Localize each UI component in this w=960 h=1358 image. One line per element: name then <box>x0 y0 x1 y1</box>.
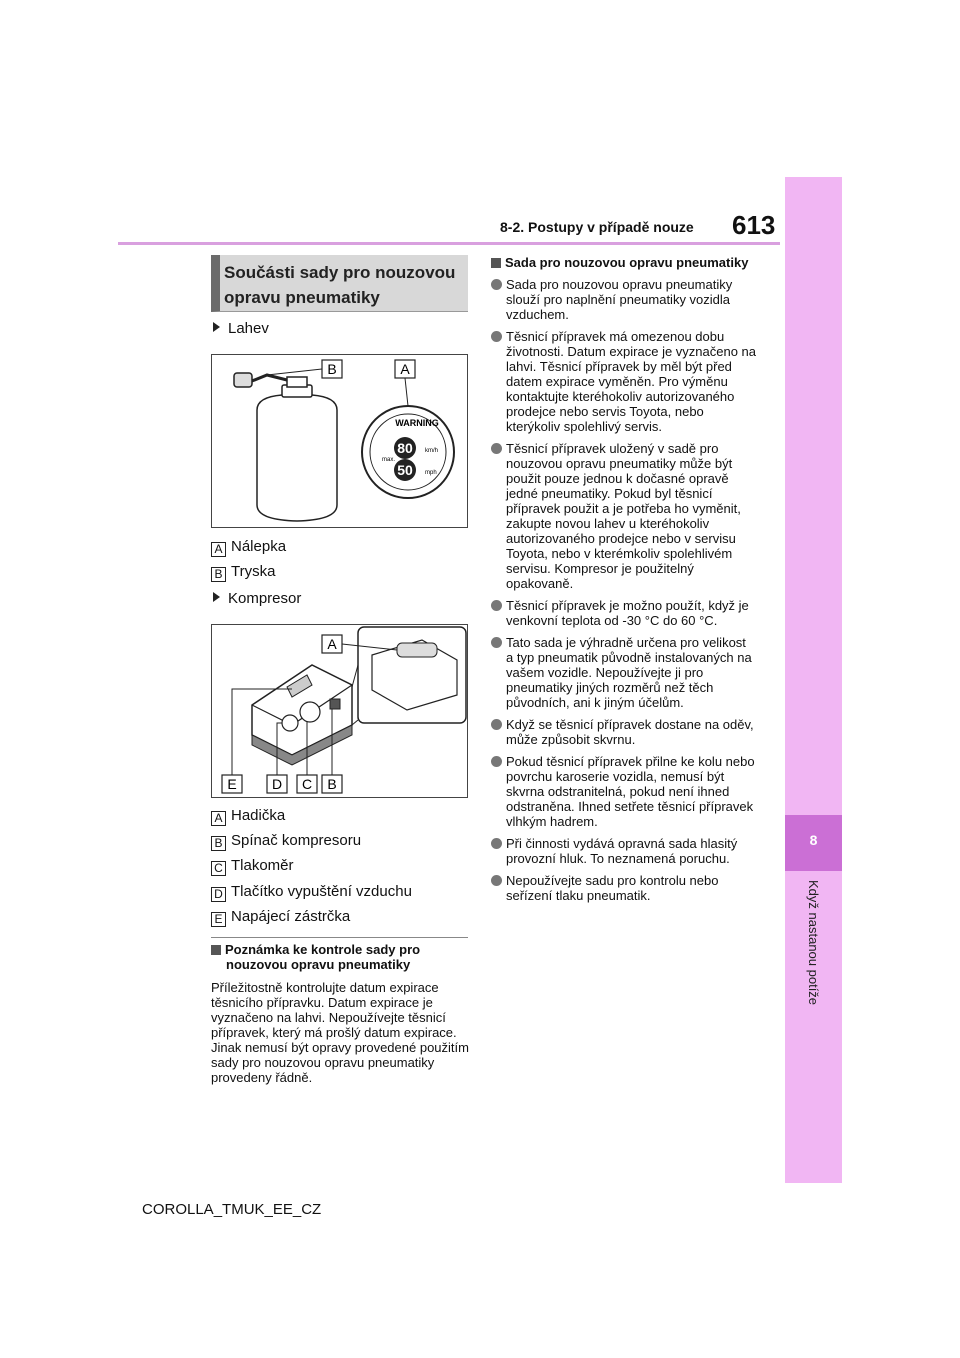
legend-text: Nálepka <box>231 538 287 555</box>
legend-letter: A <box>211 542 226 557</box>
section-header: 8-2. Postupy v případě nouze <box>500 219 694 235</box>
bullet-text: Při činnosti vydává opravná sada hlasitý provozní hluk. To neznamená poruchu. <box>506 836 738 866</box>
legend-letter: E <box>211 912 226 927</box>
compressor-illustration <box>212 625 468 798</box>
bullet-dot-icon <box>491 875 502 886</box>
note-title <box>211 942 476 972</box>
bullet-item <box>491 754 756 829</box>
bullet-text: Nepoužívejte sadu pro kontrolu nebo seřízení tlaku pneumatik. <box>506 873 719 903</box>
bullet-dot-icon <box>491 637 502 648</box>
section-title-line-2: opravu pneumatiky <box>224 288 380 307</box>
sticker-speed-1: 80 <box>397 440 413 456</box>
sticker-max: max. <box>382 457 396 463</box>
section-title-box <box>211 255 468 312</box>
bullet-text: Těsnicí přípravek má omezenou dobu životnosti. Datum expirace je vyznačeno na lahvi. Těsnicí přípravek by měl být před datem expirace vyměněn. Pro výměnu kontaktujte kteréhokoliv autorizovaného prodejce nebo servis Toyota, nebo kterýkoliv spolehlivý servis. <box>506 329 757 434</box>
legend-text: Spínač kompresoru <box>231 832 362 849</box>
arrow-right-icon <box>213 322 220 332</box>
compressor-heading <box>213 590 301 607</box>
bullet-item <box>491 717 756 747</box>
legend-text: Tlakoměr <box>231 857 294 874</box>
bullet-text: Když se těsnicí přípravek dostane na oděv, může způsobit skvrnu. <box>506 717 754 747</box>
legend-letter: D <box>211 887 226 902</box>
right-column-title <box>491 255 756 270</box>
compressor-figure <box>211 624 468 798</box>
bottle-illustration <box>212 355 468 528</box>
compressor-label-d: D <box>271 776 283 792</box>
bullet-dot-icon <box>491 600 502 611</box>
compressor-legend-item <box>211 883 412 902</box>
compressor-label-b: B <box>327 776 337 792</box>
compressor-label-e: E <box>227 776 237 792</box>
bullet-dot-icon <box>491 443 502 454</box>
square-bullet-icon <box>491 258 501 268</box>
legend-letter: B <box>211 836 226 851</box>
section-title-line-1: Součásti sady pro nouzovou <box>224 263 456 282</box>
bullet-item <box>491 277 756 322</box>
arrow-right-icon <box>213 592 220 602</box>
page-number: 613 <box>732 210 776 240</box>
footer-doc-code: COROLLA_TMUK_EE_CZ <box>142 1201 322 1218</box>
sticker-unit-1: km/h <box>425 448 439 454</box>
legend-text: Tryska <box>231 563 276 580</box>
header-rule <box>118 242 780 245</box>
compressor-legend-item <box>211 832 361 851</box>
bottle-figure <box>211 354 468 528</box>
note-divider <box>211 937 468 938</box>
compressor-legend-item <box>211 908 350 927</box>
square-bullet-icon <box>211 945 221 955</box>
bottle-legend-item <box>211 538 286 557</box>
bottle-heading-text: Lahev <box>228 320 269 337</box>
bullet-dot-icon <box>491 838 502 849</box>
bullet-text: Tato sada je výhradně určena pro velikost a typ pneumatik původně instalovaných na vašem vozidle. Nepoužívejte ji pro pneumatiky jiných rozměrů než těch původních, ani k jiným účelům. <box>506 635 752 710</box>
legend-text: Tlačítko vypuštění vzduchu <box>231 883 412 900</box>
bottle-label-a: A <box>400 361 410 377</box>
bullet-item <box>491 836 756 866</box>
right-column-title-text: Sada pro nouzovou opravu pneumatiky <box>505 255 749 270</box>
bullet-text: Těsnicí přípravek uložený v sadě pro nouzovou opravu pneumatiky může být použit pouze jednou k dočasné opravě jedné pneumatiky. Pokud byl těsnicí přípravek použit a je potřeba ho vyměnit, zakupte novou lahev u kteréhokoliv autorizovaného prodejce nebo v servisu Toyota, nebo v kterémkoliv spolehlivém servisu. Kompresor je použitelný opakovaně. <box>506 441 741 591</box>
note-block <box>211 942 476 1085</box>
bullet-item <box>491 873 756 903</box>
compressor-label-c: C <box>301 776 313 792</box>
bullet-dot-icon <box>491 279 502 290</box>
compressor-label-a: A <box>327 636 337 652</box>
bullet-dot-icon <box>491 331 502 342</box>
compressor-legend-item <box>211 807 285 826</box>
compressor-legend-item <box>211 857 294 876</box>
legend-letter: C <box>211 861 226 876</box>
bullet-item <box>491 598 756 628</box>
legend-letter: B <box>211 567 226 582</box>
sticker-speed-2: 50 <box>397 462 413 478</box>
note-title-text: Poznámka ke kontrole sady pro nouzovou opravu pneumatiky <box>225 942 421 972</box>
bottle-label-b: B <box>327 361 337 377</box>
sticker-unit-2: mph <box>425 470 437 476</box>
chapter-label: Když nastanou potíže <box>806 880 821 1006</box>
sticker-warning-text: WARNING <box>395 418 439 428</box>
compressor-heading-text: Kompresor <box>228 590 302 607</box>
bullet-item <box>491 329 756 434</box>
note-body: Příležitostně kontrolujte datum expirace těsnicího přípravku. Datum expirace je vyznačeno na lahvi. Nepoužívejte těsnicí přípravek, který má prošlý datum expirace. Jinak nemusí být opravy provedené použitím sady pro nouzovou opravu pneumatiky provedeny řádně. <box>211 980 469 1085</box>
bullet-text: Těsnicí přípravek je možno použít, když je venkovní teplota od -30 °C do 60 °C. <box>506 598 749 628</box>
bottle-legend-item <box>211 563 275 582</box>
bullet-item <box>491 635 756 710</box>
bottle-heading <box>213 320 269 337</box>
right-column <box>491 255 756 910</box>
bullet-text: Pokud těsnicí přípravek přilne ke kolu nebo povrchu karoserie vozidla, nemusí být skvrna odstranitelná, pokud není ihned odstraněna. Ihned setřete těsnicí přípravek vlhkým hadrem. <box>506 754 755 829</box>
bullet-text: Sada pro nouzovou opravu pneumatiky slouží pro naplnění pneumatiky vozidla vzduchem. <box>506 277 733 322</box>
bullet-dot-icon <box>491 756 502 767</box>
legend-text: Hadička <box>231 807 286 824</box>
bullet-item <box>491 441 756 591</box>
chapter-number: 8 <box>809 832 818 848</box>
legend-letter: A <box>211 811 226 826</box>
bullet-dot-icon <box>491 719 502 730</box>
legend-text: Napájecí zástrčka <box>231 908 351 925</box>
